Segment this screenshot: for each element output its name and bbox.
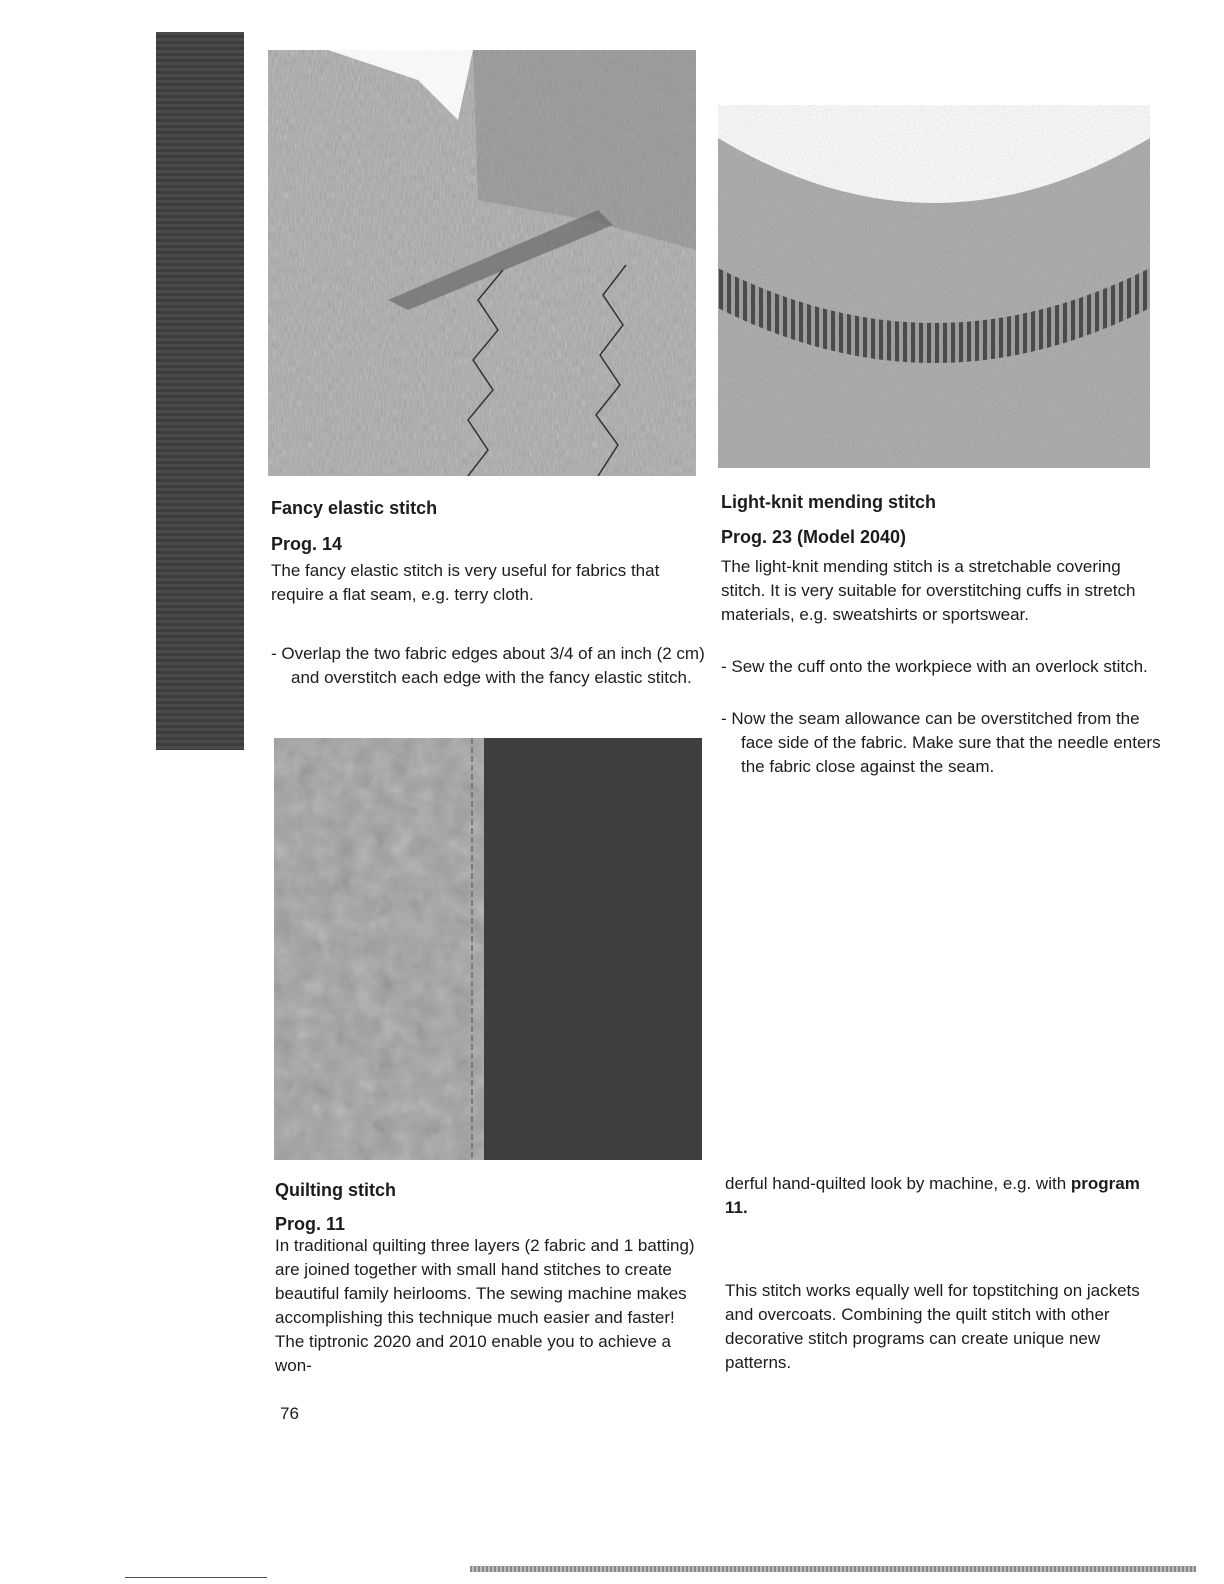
footer-link-underline bbox=[125, 1577, 267, 1578]
chapter-tab-bar bbox=[156, 32, 244, 750]
light-knit-prog: Prog. 23 (Model 2040) bbox=[721, 527, 907, 547]
footer-scan-line bbox=[470, 1566, 1196, 1572]
quilting-stitch-photo bbox=[274, 738, 702, 1160]
quilting-stitch-body: In traditional quilting three layers (2 fabric and 1 batting) are joined together with small hand stitches to create beautiful family heirlooms. The sewing machine makes accomplishing this technique much easier and faster! The tiptronic 2020 and 2010 enable you to achieve a won- bbox=[275, 1236, 695, 1375]
fancy-elastic-stitch-body: The fancy elastic stitch is very useful for fabrics that require a flat seam, e.g. terry cloth. bbox=[271, 561, 660, 604]
light-knit-heading: Light-knit mending stitch bbox=[721, 492, 936, 512]
light-knit-bullet-2: - Now the seam allowance can be overstitched from the face side of the fabric. Make sure that the needle enters the fabric close against the seam. bbox=[721, 709, 1161, 776]
quilting-stitch-closing: This stitch works equally well for topstitching on jackets and overcoats. Combining the quilt stitch with other decorative stitch programs can create unique new patterns. bbox=[725, 1281, 1140, 1372]
quilting-stitch-continued bbox=[725, 1172, 1155, 1220]
light-knit-stitch-photo bbox=[718, 58, 1150, 468]
fancy-elastic-stitch-prog: Prog. 14 bbox=[271, 534, 343, 554]
light-knit-body: The light-knit mending stitch is a stretchable covering stitch. It is very suitable for overstitching cuffs in stretch materials, e.g. sweatshirts or sportswear. bbox=[721, 557, 1136, 624]
light-knit-bullet-1: - Sew the cuff onto the workpiece with an overlock stitch. bbox=[721, 657, 1148, 676]
quilting-program-ref: program 11. bbox=[725, 1174, 1140, 1217]
quilting-stitch-heading: Quilting stitch bbox=[275, 1180, 396, 1200]
page-number: 76 bbox=[280, 1404, 299, 1423]
fancy-elastic-stitch-bullet: - Overlap the two fabric edges about 3/4 of an inch (2 cm) and overstitch each edge with the fancy elastic stitch. bbox=[271, 644, 705, 687]
fancy-elastic-stitch-heading: Fancy elastic stitch bbox=[271, 498, 438, 518]
quilting-continued-text: derful hand-quilted look by machine, e.g. with bbox=[725, 1174, 1067, 1193]
fancy-elastic-stitch-photo bbox=[268, 50, 696, 476]
quilting-stitch-prog: Prog. 11 bbox=[275, 1214, 346, 1234]
